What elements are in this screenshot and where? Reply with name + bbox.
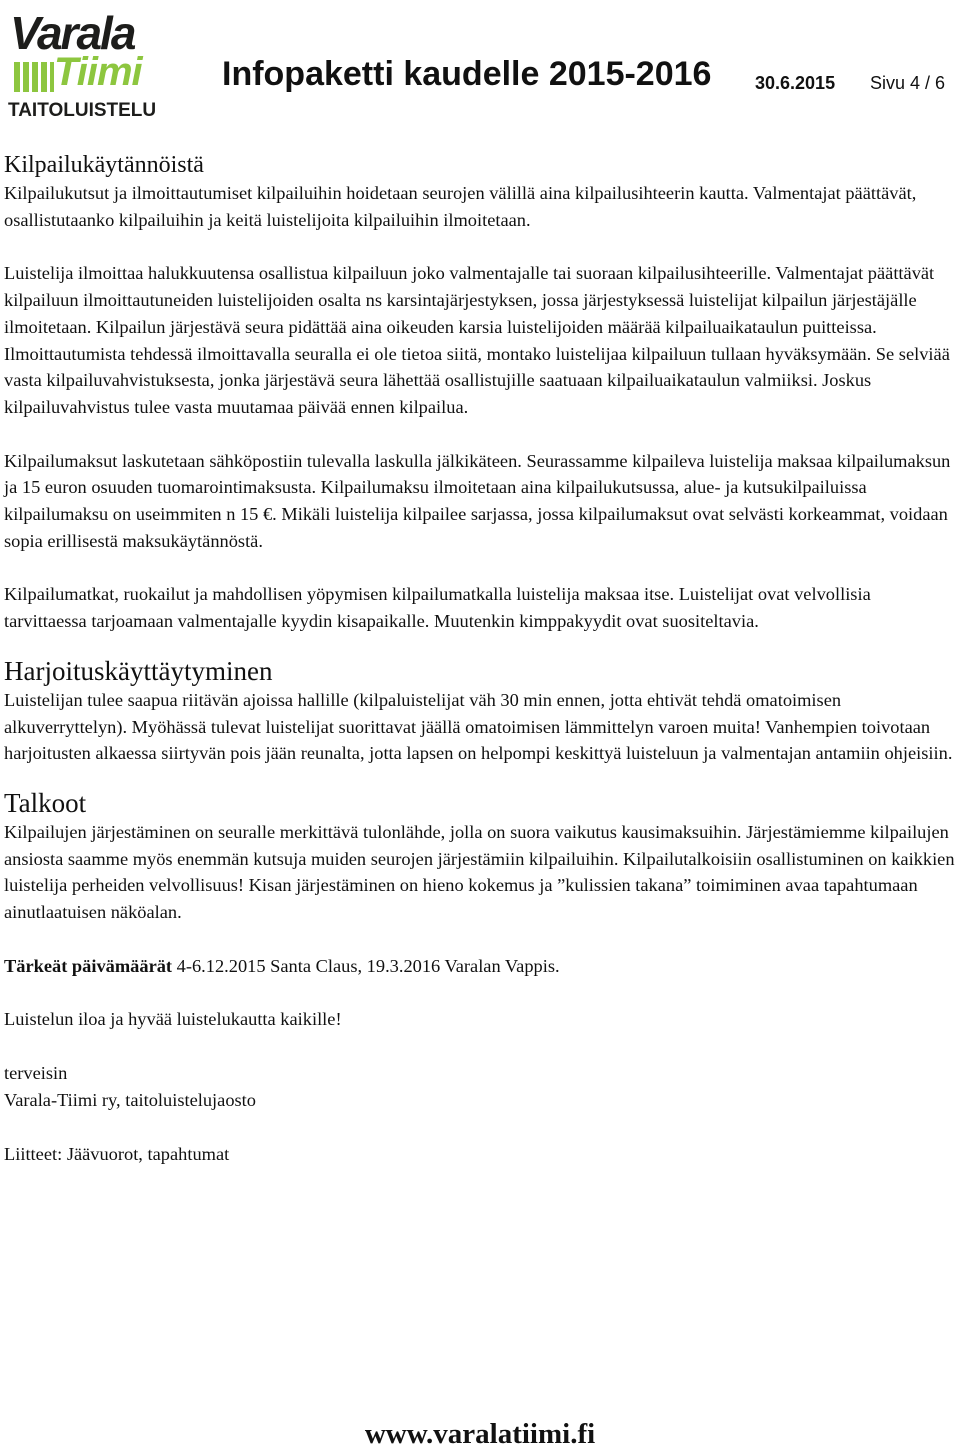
document-body [4, 150, 958, 1167]
paragraph-kilpailu-3: Kilpailumaksut laskutetaan sähköpostiin tulevalla laskulla jälkikäteen. Seurassamme kilpaileva luistelija maksaa kilpailumaksun ja 15 euron osuuden tuomarointimaksusta. Kilpailumaksu ilmoitetaan aina kilpailukutsussa, alue- ja kutsukilpailuissa kilpailumaksu on useimmiten n 15 €. Mikäli luistelija kilpailee sarjassa, jossa kilpailumaksut ovat selvästi korkeammat, voidaan sopia erillisestä maksukäytännöstä. [4, 450, 951, 551]
paragraph-kilpailu-4: Kilpailumatkat, ruokailut ja mahdollisen yöpymisen kilpailumatkalla luistelija maksaa itse. Luistelijat ovat velvollisia tarvittaessa tarjoamaan valmentajalle kyydin kisapaikalle. Muutenkin kimppakyydit ovat suositeltavia. [4, 584, 871, 632]
logo-wordmark-tiimi: Tiimi [54, 50, 142, 94]
attachments-line: Liitteet: Jäävuorot, tapahtumat [4, 1143, 230, 1164]
document-date: 30.6.2015 [755, 73, 836, 93]
closing-wish: Luistelun iloa ja hyvää luistelukautta kaikille! [4, 1009, 342, 1030]
closing-signature: Varala-Tiimi ry, taitoluistelujaosto [4, 1089, 256, 1110]
heading-kilpailukaytannoista: Kilpailukäytännöistä [4, 152, 204, 178]
important-dates-text: 4-6.12.2015 Santa Claus, 19.3.2016 Varalan Vappis. [172, 955, 560, 976]
paragraph-talkoot: Kilpailujen järjestäminen on seuralle merkittävä tulonlähde, jolla on suora vaikutus kausimaksuihin. Järjestämiemme kilpailujen ansiosta saamme myös enemmän kutsuja muiden seurojen järjestämiin kilpailuihin. Kilpailutalkoisiin osallistuminen on kaikkien luistelija perheiden velvollisuus! Kisan järjestäminen on hieno kokemus ja ”kulissien takana” toimiminen avaa tapahtumaan ainutlaatuisen näköalan. [4, 821, 955, 923]
footer-website-url[interactable]: www.varalatiimi.fi [364, 1418, 596, 1450]
paragraph-kilpailu-1: Kilpailukutsut ja ilmoittautumiset kilpailuihin hoidetaan seurojen välillä aina kilpailusihteerin kautta. Valmentajat päättävät, osallistutaanko kilpailuihin ja keitä luistelijoita kilpailuihin ilmoitetaan. [4, 183, 917, 230]
club-logo [6, 6, 174, 122]
paragraph-kilpailu-2: Luistelija ilmoittaa halukkuutensa osallistua kilpailuun joko valmentajalle tai suoraan kilpailusihteerille. Valmentajat päättävät kilpailuun ilmoittautuneiden luistelijoiden osalta ns karsintajärjestyksen, jossa järjestyksessä luistelijat kilpailun järjestäjälle ilmoitetaan. Kilpailun järjestävä seura pidättää aina oikeuden karsia luistelijoiden määrää kilpailuaikataulun puitteissa. Ilmoittautumista tehdessä ilmoittavalla seuralla ei ole tietoa siitä, montako luistelijaa kilpailuun tullaan hyväksymään. Se selviää vasta kilpailuvahvistuksesta, jonka järjestävä seura lähettää osallistujille saatuaan kilpailuaikataulun valmiiksi. Joskus kilpailuvahvistus tulee vasta muutamaa päivää ennen kilpailua. [4, 263, 950, 417]
important-dates [4, 953, 958, 980]
page-header [0, 0, 960, 130]
heading-harjoituskayttaytyminen: Harjoituskäyttäytyminen [4, 655, 273, 686]
logo-subtitle: TAITOLUISTELU [8, 100, 157, 121]
page-number: Sivu 4 / 6 [870, 73, 946, 93]
closing-greeting: terveisin [4, 1063, 68, 1084]
paragraph-harjoitus: Luistelijan tulee saapua riitävän ajoissa hallille (kilpaluistelijat väh 30 min ennen, jotta ehtivät tehdä omatoimisen alkuverryttelyn). Myöhässä tulevat luistelijat suorittavat jäällä omatoimisen lämmittelyn varoen muita! Vanhempien toivotaan harjoitusten alkaessa siirtyvän pois jään reunalta, jotta lapsen on helpompi keskittyä luisteluun ja valmentajan antamiin ohjeisiin. [4, 689, 953, 764]
logo-stripes [14, 62, 54, 92]
important-dates-label: Tärkeät päivämäärät [4, 955, 173, 976]
logo-wordmark-varala: Varala [10, 7, 135, 59]
heading-talkoot: Talkoot [4, 787, 87, 818]
document-title: Infopaketti kaudelle 2015-2016 [222, 55, 712, 93]
